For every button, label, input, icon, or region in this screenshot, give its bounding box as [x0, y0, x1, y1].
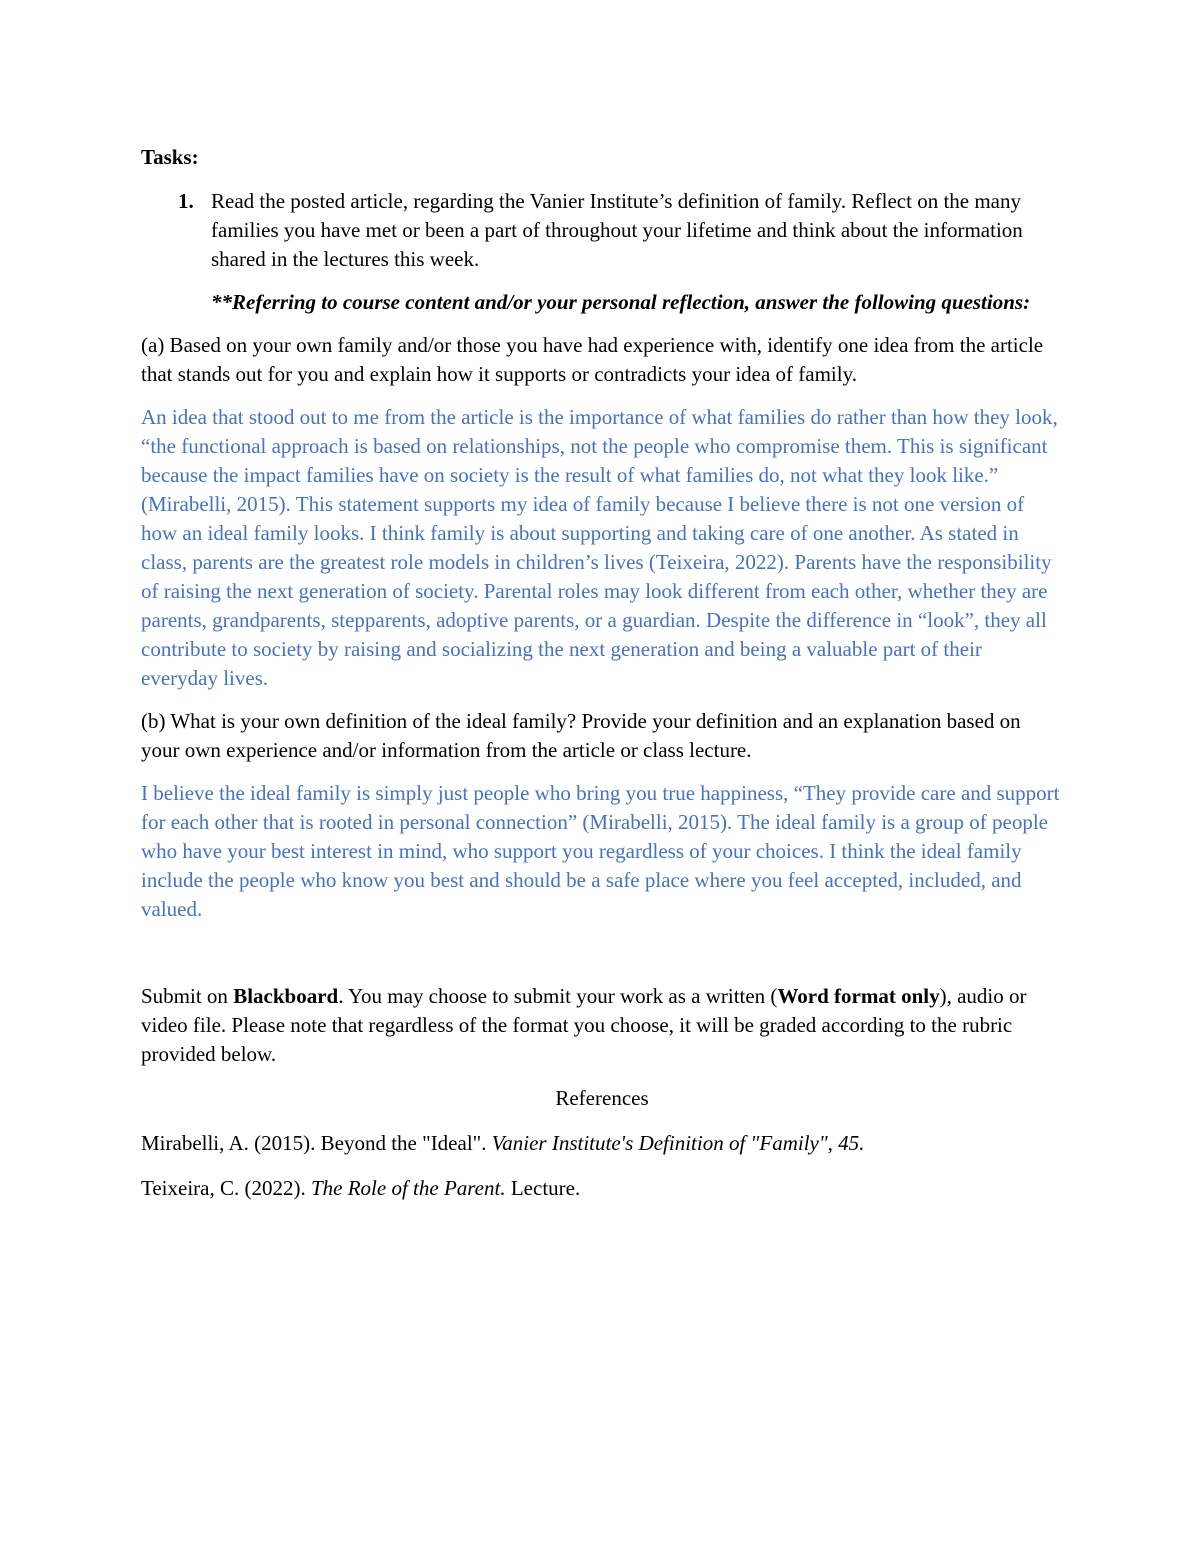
- submit-text-2: . You may choose to submit your work as a written (: [338, 984, 778, 1008]
- reference-item: [141, 1129, 1063, 1158]
- instruction-text: **Referring to course content and/or your personal reflection, answer the following questions:: [211, 290, 1031, 314]
- reference-item: [141, 1174, 1063, 1203]
- submission-instructions: [141, 982, 1063, 1069]
- answer-a: An idea that stood out to me from the article is the importance of what families do rather than how they look, “the functional approach is based on relationships, not the people who compromise them. This is significant because the impact families have on society is the result of what families do, not what they look like.” (Mirabelli, 2015). This statement supports my idea of family because I believe there is not one version of how an ideal family looks. I think family is about supporting and taking care of one another. As stated in class, parents are the greatest role models in children’s lives (Teixeira, 2022). Parents have the responsibility of raising the next generation of society. Parental roles may look different from each other, whether they are parents, grandparents, stepparents, adoptive parents, or a guardian. Despite the difference in “look”, they all contribute to society by raising and socializing the next generation and being a valuable part of their everyday lives.: [141, 405, 1058, 690]
- task-text: Read the posted article, regarding the Vanier Institute’s definition of family. Reflect on the many families you have met or been a part of throughout your lifetime and think about the information shared in the lectures this week.: [211, 189, 1023, 271]
- answer-b: I believe the ideal family is simply just people who bring you true happiness, “They provide care and support for each other that is rooted in personal connection” (Mirabelli, 2015). The ideal family is a group of people who have your best interest in mind, who support you regardless of your choices. I think the ideal family include the people who know you best and should be a safe place where you feel accepted, included, and valued.: [141, 781, 1060, 921]
- submit-text-3: ), audio or video file. Please note that regardless of the format you choose, it will be graded according to the rubric provided below.: [141, 984, 1027, 1066]
- references-title: References: [555, 1086, 649, 1110]
- reference-source: The Role of the Parent.: [310, 1176, 506, 1200]
- question-b: (b) What is your own definition of the ideal family? Provide your definition and an explanation based on your own experience and/or information from the article or class lecture.: [141, 709, 1021, 762]
- submit-platform: Blackboard: [233, 984, 339, 1008]
- submit-format: Word format only: [777, 984, 940, 1008]
- task-number: 1.: [178, 189, 194, 213]
- document-body: [141, 143, 1063, 1219]
- tasks-heading: Tasks:: [141, 145, 199, 169]
- submit-text-1: Submit on: [141, 984, 234, 1008]
- reference-source: Vanier Institute's Definition of "Family", 45.: [491, 1131, 865, 1155]
- task-item: [141, 187, 1063, 274]
- reference-author: Mirabelli, A. (2015). Beyond the "Ideal".: [141, 1131, 492, 1155]
- question-a: (a) Based on your own family and/or those you have had experience with, identify one idea from the article that stands out for you and explain how it supports or contradicts your idea of family.: [141, 333, 1044, 386]
- reference-author: Teixeira, C. (2022).: [141, 1176, 311, 1200]
- reference-tail: Lecture.: [505, 1176, 581, 1200]
